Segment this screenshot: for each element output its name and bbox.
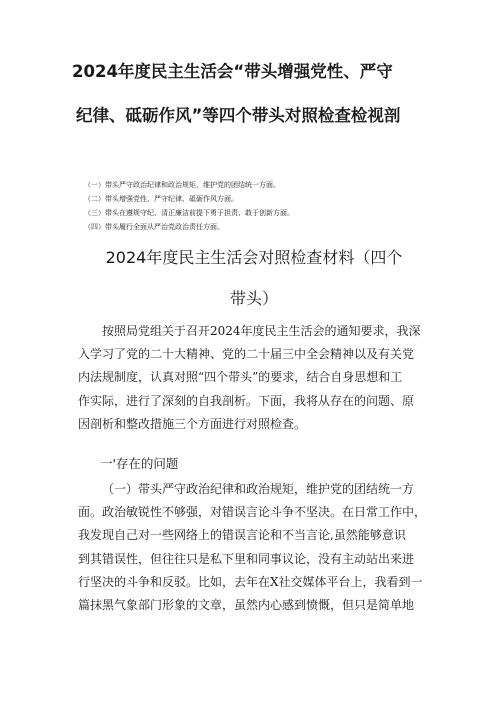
paragraph-line: 入学习了党的二十大精神、党的二十届三中全会精神以及有关党: [78, 347, 415, 362]
document-title-line-2: 纪律、砥砺作风”等四个带头对照检查检视剖: [76, 106, 401, 125]
paragraph-line: 作实际，进行了深刻的自我剖析。下面，我将从存在的问题、原: [78, 393, 415, 408]
paragraph-line: 我发现自己对一些网络上的错误言论和不当言论,虽然能够意识: [78, 528, 406, 543]
paragraph-line: 按照局党组关于召开2024年度民主生活会的通知要求，我深: [102, 324, 421, 338]
paragraph-line: 内法规制度，认真对照“四个带头”的要求，结合自身思想和工: [78, 370, 403, 385]
paragraph-line: 因剖析和整改措施三个方面进行对照检查。: [78, 416, 307, 431]
intro-paragraph: [78, 320, 434, 436]
subtitle-line-2: 带头）: [229, 289, 278, 308]
section-heading: 一'存在的问题: [100, 456, 179, 471]
toc-item: （二）带头增强党性、严守纪律、砥砺作风方面。: [84, 195, 238, 203]
section-paragraph: [78, 478, 434, 617]
paragraph-line: 行坚决的斗争和反驳。比如，去年在X社交媒体平台上，我看到一: [78, 574, 423, 589]
paragraph-line: 篇抹黑气象部门形象的文章，虽然内心感到愤慨，但只是简单地: [78, 597, 415, 612]
toc-item: （三）带头在遵规守纪、清正廉洁前提下勇于担责、敢于创新方面。: [84, 209, 294, 217]
paragraph-line: 到其错误性，但往往只是私下里和同事议论，没有主动站出来进: [78, 551, 415, 566]
table-of-contents: [84, 178, 294, 234]
paragraph-line: 面。政治敏锐性不够强，对错误言论斗争不坚决。在日常工作中，: [78, 505, 427, 520]
toc-item: （四）带头履行全面从严治党政治责任方面。: [84, 223, 224, 231]
paragraph-line: （一）带头严守政治纪律和政治规矩，维护党的团结统一方: [102, 482, 415, 496]
document-title-line-1: 2024年度民主生活会“带头增强党性、严守: [72, 62, 393, 81]
toc-item: （一）带头严守政治纪律和政治规矩，维护党的团结统一方面。: [84, 181, 280, 189]
subtitle-line-1: 2024年度民主生活会对照检查材料（四个: [105, 248, 403, 267]
